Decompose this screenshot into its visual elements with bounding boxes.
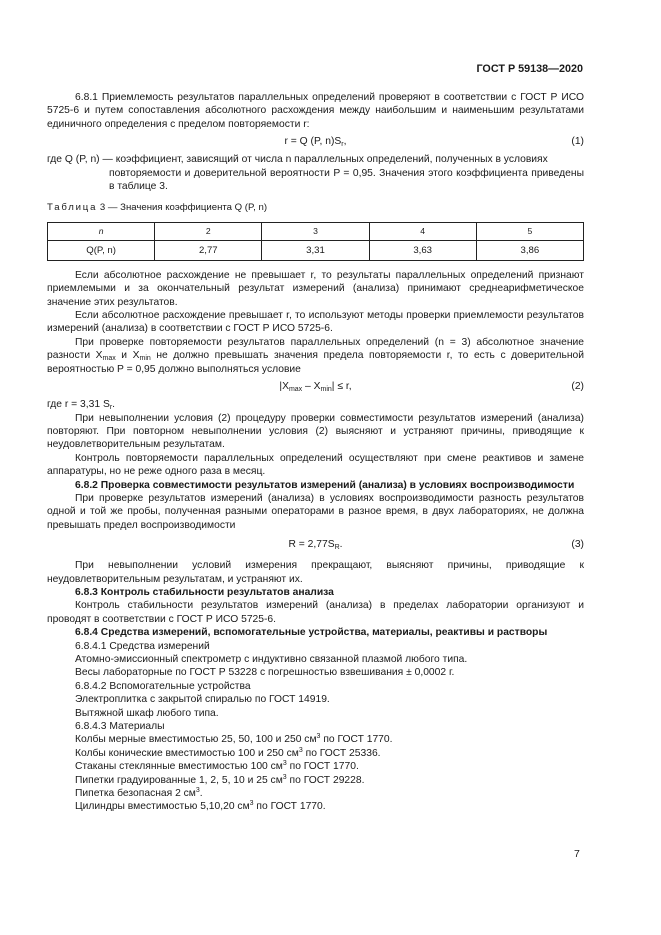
table-header-cell: 4: [369, 222, 476, 240]
list-item: Колбы мерные вместимостью 25, 50, 100 и 250 $см^3$ по ГОСТ 1770.: [75, 733, 393, 746]
document-code: ГОСТ Р 59138—2020: [476, 63, 583, 75]
list-item: Весы лабораторные по ГОСТ Р 53228 с погрешностью взвешивания ± 0,0002 г.: [75, 667, 455, 679]
table-3-caption: [47, 201, 584, 214]
paragraph: При проверке результатов измерений (анализа) в условиях воспроизводимости разность результатов одной и той же пробы, полученная разными операторами в разное время, в двух лабораториях, не должна превышать предел воспроизводимости: [47, 492, 584, 531]
table-label: Таблица: [47, 202, 98, 214]
page-body: [47, 91, 584, 814]
subsection-heading: 6.8.4.2 Вспомогательные устройства: [75, 680, 251, 692]
paragraph: При невыполнении условия (2) процедуру проверки совместимости результатов измерений (анализа) повторяют. При повторном невыполнении условия (2) выясняют и устраняют причины, приводящие к неудовлетворительным результатам.: [47, 412, 584, 451]
table-header-cell: 3: [262, 222, 369, 240]
where-continuation: повторяемости и доверительной вероятности P = 0,95. Значения этого коэффициента приведены в таблице 3.: [109, 167, 584, 193]
list-item: Пипетки градуированные 1, 2, 5, 10 и 25 $см^3$ по ГОСТ 29228.: [75, 773, 365, 786]
table-header-cell: 2: [155, 222, 262, 240]
list-item: Колбы конические вместимостью 100 и 250 $см^3$ по ГОСТ 25336.: [75, 746, 381, 759]
list-item: Вытяжной шкаф любого типа.: [75, 707, 219, 719]
table-cell: 3,86: [476, 240, 583, 260]
equation-2-number: (2): [571, 381, 584, 393]
table-cell: 3,31: [262, 240, 369, 260]
subsection-heading: 6.8.4.1 Средства измерений: [75, 640, 210, 652]
equation-3-number: (3): [571, 539, 584, 551]
paragraph: Если абсолютное расхождение не превышает r, то результаты параллельных определений признают приемлемыми и за окончательный результат измерений (анализа) принимают среднеарифметическое значение этих результатов.: [47, 269, 584, 308]
list-item: Стаканы стеклянные вместимостью 100 $см^3$ по ГОСТ 1770.: [75, 760, 359, 773]
paragraph: При невыполнении условий измерения прекращают, выясняют причины, приводящие к неудовлетворительным результатам, и устраняют их.: [47, 560, 584, 585]
paragraph: Контроль стабильности результатов измерений (анализа) в пределах лаборатории организуют и проводят в соответствии с ГОСТ Р ИСО 5725-6.: [47, 600, 584, 625]
page-number: 7: [574, 848, 580, 860]
where-clause-1: [47, 153, 584, 166]
equation-1: [47, 135, 584, 150]
table-header-cell: n: [48, 222, 155, 240]
equation-3: [47, 538, 584, 553]
table-header-cell: 5: [476, 222, 583, 240]
paragraph: Если абсолютное расхождение превышает r, то используют методы проверки приемлемости результатов измерений (анализа) в соответствии с ГОСТ Р ИСО 5725-6.: [47, 310, 584, 335]
where-text: коэффициент, зависящий от числа n параллельных определений, полученных в условиях: [115, 154, 548, 166]
table-cell: Q(P, n): [48, 240, 155, 260]
equation-1-formula: r = Q (P, $n)S_r$,: [284, 136, 347, 149]
paragraph: При проверке повторяемости результатов параллельных определений (n = 3) абсолютное значение разности $X_{max}$ и $X_{min}$ не должно превышать значения предела повторяемости r, то есть с доверительной вероятностью P = 0,95 должно выполняться условие: [47, 336, 584, 375]
where-clause-2: где r = 3,31 $S_r$.: [47, 399, 116, 412]
section-heading-6-8-3: 6.8.3 Контроль стабильности результатов анализа: [75, 586, 334, 598]
equation-2: [47, 380, 584, 395]
table-caption-text: 3 — Значения коэффициента Q (P, n): [99, 202, 268, 214]
section-heading-6-8-4: 6.8.4 Средства измерений, вспомогательные устройства, материалы, реактивы и растворы: [75, 627, 548, 639]
list-item: Атомно-эмиссионный спектрометр с индуктивно связанной плазмой любого типа.: [75, 654, 468, 665]
subsection-heading: 6.8.4.3 Материалы: [75, 721, 165, 733]
equation-3-formula: $R = 2,77S_R$.: [288, 539, 343, 552]
paragraph: Контроль повторяемости параллельных определений осуществляют при смене реактивов и замене аппаратуры, но не реже одного раза в месяц.: [47, 452, 584, 478]
list-item: Пипетка безопасная 2 $см^3$.: [75, 787, 203, 800]
equation-2-formula: $|X_{max} - X_{min}| \le r$,: [279, 381, 352, 394]
equation-1-number: (1): [571, 136, 584, 148]
where-label: где Q (P, n) —: [47, 154, 113, 166]
section-heading-6-8-2: 6.8.2 Проверка совместимости результатов измерений (анализа) в условиях воспроизводимости: [75, 479, 575, 491]
table-cell: 3,63: [369, 240, 476, 260]
table-value-row: [48, 240, 584, 260]
table-header-row: [48, 222, 584, 240]
table-cell: 2,77: [155, 240, 262, 260]
paragraph-6-8-1: 6.8.1 Приемлемость результатов параллельных определений проверяют в соответствии с ГОСТ Р ИСО 5725-6 и путем сопоставления абсолютного расхождения между наибольшим и наименьшим результатами единичного определения с пределом повторяемости r:: [47, 92, 584, 130]
table-3: [47, 222, 584, 261]
list-item: Цилиндры вместимостью 5,10,20 $см^3$ по ГОСТ 1770.: [75, 800, 326, 813]
list-item: Электроплитка с закрытой спиралью по ГОСТ 14919.: [75, 694, 330, 706]
